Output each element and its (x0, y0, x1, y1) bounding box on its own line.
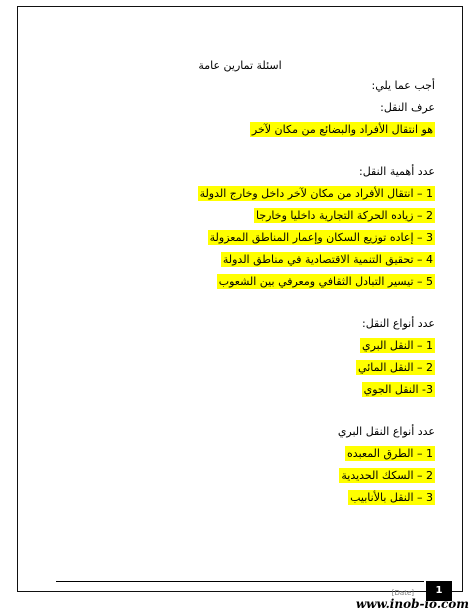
highlighted-text: 1 – الطرق المعبده (347, 447, 433, 460)
question-line (45, 161, 435, 183)
answer-line (45, 465, 435, 487)
spacer (45, 401, 435, 421)
answer-line (45, 249, 435, 271)
answer-line (45, 443, 435, 465)
highlighted-text: هو انتقال الأفراد والبضائع من مكان لآخر (251, 123, 433, 136)
line-text: عدد أنواع النقل: (362, 317, 435, 330)
highlighted-text: 2 – النقل المائي (358, 361, 433, 374)
answer-line (45, 335, 435, 357)
line-text: عدد أنواع النقل البري (337, 425, 435, 438)
question-line (45, 421, 435, 443)
answer-line (45, 271, 435, 293)
line-text: عدد أهمية النقل: (359, 165, 435, 178)
answer-line (45, 357, 435, 379)
line-text: عرف النقل: (380, 101, 435, 114)
document-body (45, 75, 435, 509)
answer-line (45, 183, 435, 205)
page-number-badge: 1 (426, 581, 452, 601)
site-watermark[interactable]: www.inob-io.com (355, 597, 469, 611)
answer-line (45, 379, 435, 401)
highlighted-text: 1 – انتقال الأفراد من مكان لآخر داخل وخارج الدولة (199, 187, 433, 200)
question-line (45, 313, 435, 335)
footer-divider (56, 581, 424, 582)
highlighted-text: 4 – تحقيق التنمية الاقتصادية في مناطق الدولة (222, 253, 433, 266)
highlighted-text: 3 – النقل بالأنابيب (350, 491, 433, 504)
answer-line (45, 119, 435, 141)
question-line (45, 97, 435, 119)
line-text: أجب عما يلي: (371, 79, 435, 92)
document-page (17, 6, 463, 597)
spacer (45, 141, 435, 161)
answer-line (45, 227, 435, 249)
highlighted-text: 2 – السكك الحديدية (341, 469, 433, 482)
answer-line (45, 487, 435, 509)
document-title: اسئلة تمارين عامة (198, 59, 282, 72)
highlighted-text: 5 – تيسير التبادل الثقافي ومعرفي بين الشعوب (218, 275, 433, 288)
highlighted-text: 2 – زياده الحركة التجارية داخليا وخارجا (255, 209, 433, 222)
question-line (45, 75, 435, 97)
answer-line (45, 205, 435, 227)
spacer (45, 293, 435, 313)
highlighted-text: 3- النقل الجوي (363, 383, 433, 396)
highlighted-text: 1 – النقل البري (361, 339, 433, 352)
footer-date: [Date] (391, 589, 414, 597)
highlighted-text: 3 – إعاده توزيع السكان وإعمار المناطق المعزولة (209, 231, 433, 244)
